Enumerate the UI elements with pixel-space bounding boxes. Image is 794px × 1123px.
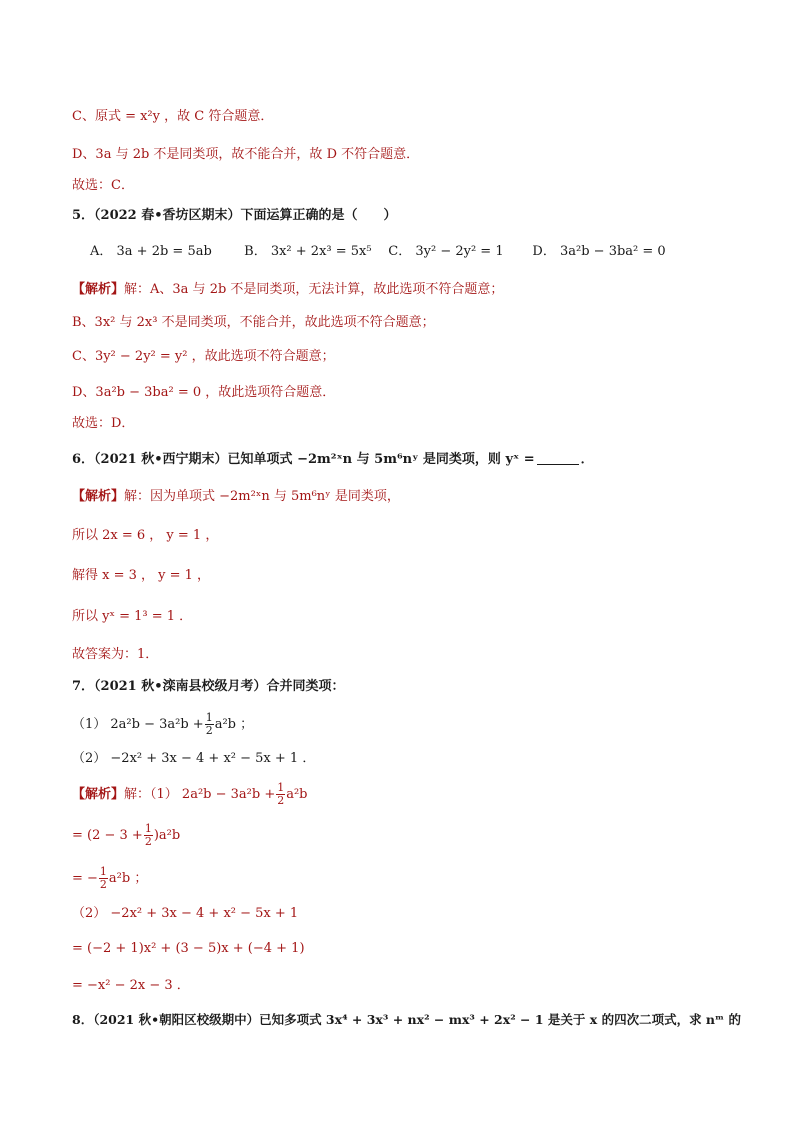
q7-solution-line-6: = −x² − 2x − 3 ． (72, 978, 190, 993)
q7-solution-line-3 (72, 866, 147, 891)
q7-part-2: （2） −2x² + 3x − 4 + x² − 5x + 1 ． (72, 751, 316, 766)
option-c: C． 3y² − 2y² = 1 (388, 244, 504, 259)
analysis-tag: 【解析】 (72, 787, 125, 802)
q7-solution-line-2 (72, 823, 180, 848)
q7-s3-end: a²b ； (108, 871, 148, 886)
frac-num: 1 (144, 822, 152, 835)
q7-p1-text: （1） 2a²b − 3a²b + (72, 717, 204, 732)
q7-solution-line-4: （2） −2x² + 3x − 4 + x² − 5x + 1 (72, 906, 299, 921)
fraction-one-half (276, 782, 285, 807)
option-a: A． 3a + 2b = 5ab (90, 244, 212, 259)
option-d: D． 3a²b − 3ba² = 0 (532, 244, 666, 259)
question-8-title: 8．（2021 秋•朝阳区校级期中）已知多项式 3x⁴ + 3x³ + nx² − mx³ + 2x² − 1 是关于 x 的四次二项式，求 nᵐ 的 (72, 1012, 741, 1027)
q6-title-text: 6．（2021 秋•西宁期末）已知单项式 −2m²ˣn 与 5m⁶nʸ 是同类项，则 yˣ = (72, 452, 535, 467)
q7-s1-end: a²b (286, 787, 308, 802)
answer-blank (537, 464, 579, 465)
q5-solution-line-1 (72, 281, 503, 299)
q6-solution-line-4: 所以 yˣ = 1³ = 1 ． (72, 609, 193, 624)
frac-den: 2 (144, 835, 152, 848)
frac-den: 2 (99, 878, 107, 891)
prev-solution-c: C、原式 = x²y ，故 C 符合题意． (72, 109, 274, 124)
q5-answer: 故选：D． (72, 416, 135, 431)
frac-den: 2 (277, 794, 285, 807)
q5-solution-line-3: C、3y² − 2y² = y² ，故此选项不符合题意； (72, 349, 335, 364)
q5-solution-line-4: D、3a²b − 3ba² = 0 ，故此选项符合题意． (72, 385, 336, 400)
q6-solution-line-1 (72, 488, 400, 506)
fraction-one-half (205, 712, 214, 737)
fraction-one-half (99, 866, 108, 891)
prev-answer: 故选：C． (72, 178, 134, 193)
frac-num: 1 (277, 781, 285, 794)
fraction-one-half (144, 823, 153, 848)
q7-part-1 (72, 712, 253, 737)
q7-s2-text: = (2 − 3 + (72, 828, 143, 843)
q7-s3-text: = − (72, 871, 98, 886)
question-7-title: 7．（2021 秋•滦南县校级月考）合并同类项： (72, 679, 345, 694)
prev-solution-d: D、3a 与 2b 不是同类项，故不能合并，故 D 不符合题意． (72, 147, 420, 162)
q7-solution-line-1 (72, 782, 308, 807)
q6-solution-line-3: 解得 x = 3 ， y = 1 ， (72, 568, 211, 583)
analysis-tag: 【解析】 (72, 489, 125, 504)
q6-answer: 故答案为：1． (72, 647, 159, 662)
question-6-title (72, 451, 594, 469)
q5-solution-line-2: B、3x² 与 2x³ 不是同类项，不能合并，故此选项不符合题意； (72, 315, 435, 330)
question-5-options (90, 243, 666, 261)
q7-p1-end: a²b ； (214, 717, 254, 732)
q6-solution-line-2: 所以 2x = 6 ， y = 1 ， (72, 528, 219, 543)
frac-num: 1 (205, 711, 213, 724)
q6-s1-text: 解：因为单项式 −2m²ˣn 与 5m⁶nʸ 是同类项， (124, 489, 400, 504)
q5-s1-text: 解：A、3a 与 2b 不是同类项，无法计算，故此选项不符合题意； (124, 282, 504, 297)
q7-solution-line-5: = (−2 + 1)x² + (3 − 5)x + (−4 + 1) (72, 941, 305, 956)
analysis-tag: 【解析】 (72, 282, 125, 297)
frac-den: 2 (205, 724, 213, 737)
frac-num: 1 (99, 865, 107, 878)
question-5-title: 5．（2022 春•香坊区期末）下面运算正确的是（ ） (72, 208, 397, 223)
q6-title-end: ． (580, 452, 594, 467)
option-b: B． 3x² + 2x³ = 5x⁵ (244, 244, 372, 259)
q7-s1-text: 解：（1） 2a²b − 3a²b + (124, 787, 276, 802)
q7-s2-end: )a²b (153, 828, 181, 843)
